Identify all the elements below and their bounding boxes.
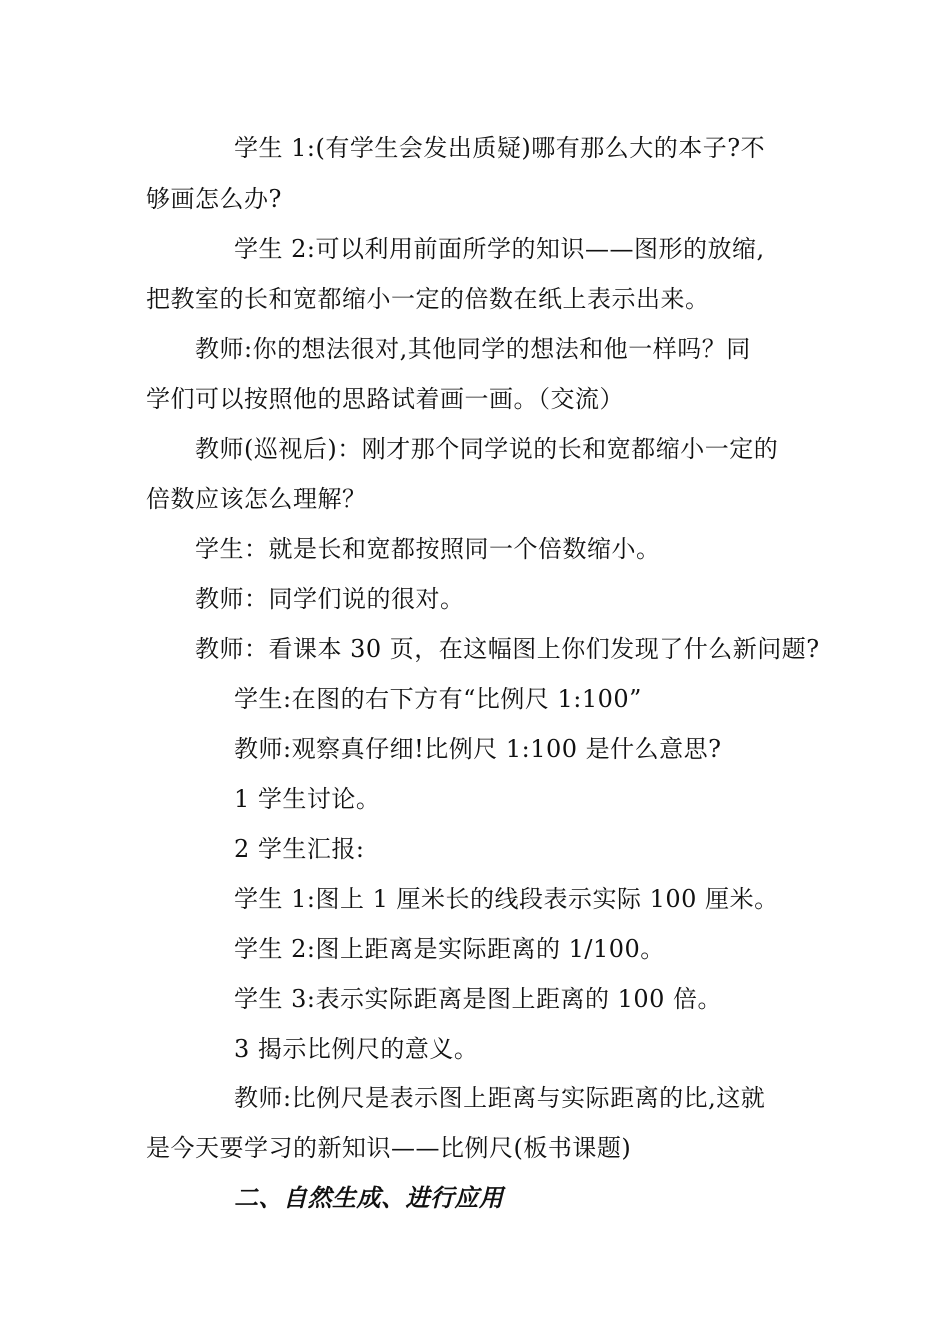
paragraph-line: 教师:你的想法很对,其他同学的想法和他一样吗？同	[195, 335, 751, 363]
paragraph-line: 把教室的长和宽都缩小一定的倍数在纸上表示出来。	[146, 285, 710, 313]
paragraph-line: 学们可以按照他的思路试着画一画。（交流）	[146, 385, 624, 413]
paragraph-line: 3 揭示比例尺的意义。	[234, 1035, 479, 1063]
paragraph-line: 1 学生讨论。	[234, 785, 381, 813]
paragraph-line: 学生 1:图上 1 厘米长的线段表示实际 100 厘米。	[234, 885, 779, 913]
paragraph-line: 教师：看课本 30 页，在这幅图上你们发现了什么新问题?	[195, 635, 820, 663]
paragraph-line: 学生 2:可以利用前面所学的知识——图形的放缩,	[234, 235, 765, 263]
paragraph-line: 倍数应该怎么理解？	[146, 485, 367, 513]
paragraph-line: 是今天要学习的新知识——比例尺(板书课题)	[146, 1134, 632, 1162]
paragraph-line: 教师:比例尺是表示图上距离与实际距离的比,这就	[234, 1084, 766, 1112]
paragraph-line: 教师:观察真仔细!比例尺 1:100 是什么意思?	[234, 735, 722, 763]
paragraph-line: 学生:在图的右下方有“比例尺 1:100”	[234, 685, 642, 713]
paragraph-line: 够画怎么办?	[146, 185, 282, 213]
paragraph-line: 学生 3:表示实际距离是图上距离的 100 倍。	[234, 985, 723, 1013]
paragraph-line: 学生 1:(有学生会发出质疑)哪有那么大的本子?不	[234, 134, 766, 162]
paragraph-line: 教师(巡视后)：刚才那个同学说的长和宽都缩小一定的	[195, 435, 779, 463]
paragraph-line: 学生：就是长和宽都按照同一个倍数缩小。	[195, 535, 661, 563]
section-heading: 二、自然生成、进行应用	[234, 1183, 504, 1212]
paragraph-line: 2 学生汇报:	[234, 835, 365, 863]
paragraph-line: 教师：同学们说的很对。	[195, 585, 465, 613]
paragraph-line: 学生 2:图上距离是实际距离的 1/100。	[234, 935, 665, 963]
